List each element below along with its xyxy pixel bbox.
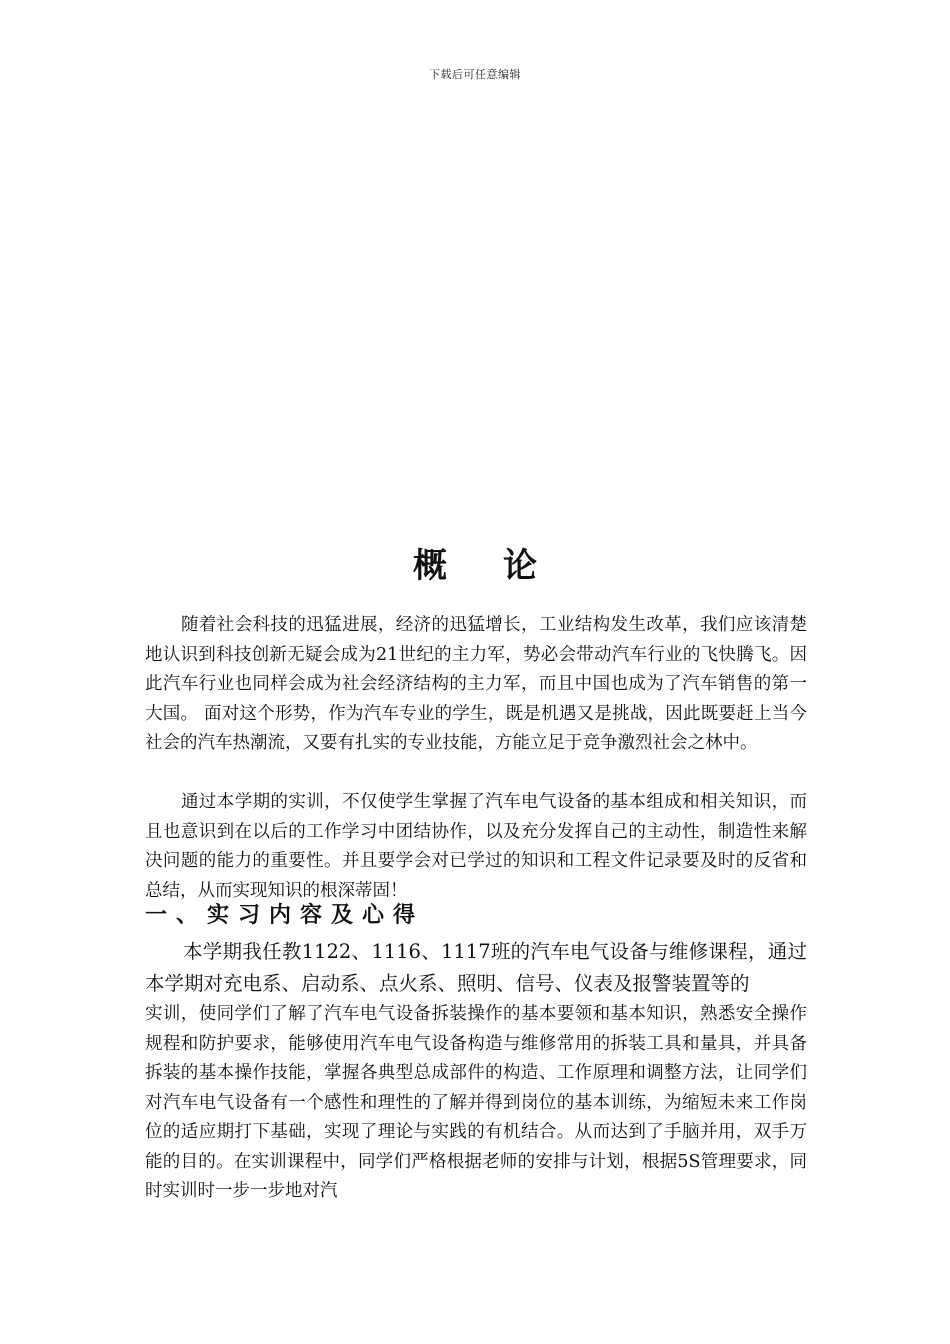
intro-paragraph-1-text: 随着社会科技的迅猛进展，经济的迅猛增长，工业结构发生改革，我们应该清楚地认识到科技创新无疑会成为21世纪的主力军，势必会带动汽车行业的飞快腾飞。因此汽车行业也同样会成为社会经济结构的主力军，而且中国也成为了汽车销售的第一大国。 面对这个形势，作为汽车专业的学生，既是机遇又是挑战，因此既要赶上当今社会的汽车热潮流，又要有扎实的专业技能，方能立足于竞争激烈社会之林中。 <box>145 615 807 753</box>
intro-paragraph-2 <box>145 788 807 906</box>
section-heading-1: 一、实习内容及心得 <box>145 902 425 928</box>
document-title: 概论 <box>413 546 593 586</box>
section-1-body-text: 实训，使同学们了解了汽车电气设备拆装操作的基本要领和基本知识，熟悉安全操作规程和防护要求，能够使用汽车电气设备构造与维修常用的拆装工具和量具，并具备拆装的基本操作技能，掌握各典型总成部件的构造、工作原理和调整方法，让同学们对汽车电气设备有一个感性和理性的了解并得到岗位的基本训练，为缩短未来工作岗位的适应期打下基础，实现了理论与实践的有机结合。从而达到了手脑并用，双手万能的目的。在实训课程中，同学们严格根据老师的安排与计划，根据5S管理要求，同时实训时一步一步地对汽 <box>145 1004 807 1201</box>
intro-paragraph-1 <box>145 611 807 759</box>
intro-paragraph-2-text: 通过本学期的实训，不仅使学生掌握了汽车电气设备的基本组成和相关知识，而且也意识到在以后的工作学习中团结协作，以及充分发挥自己的主动性，制造性来解决问题的能力的重要性。并且要学会对已学过的知识和工程文件记录要及时的反省和总结，从而实现知识的根深蒂固！ <box>145 792 807 901</box>
page-header-note: 下载后可任意编辑 <box>429 68 521 81</box>
section-1-paragraph <box>145 936 807 1207</box>
section-1-lead-text: 本学期我任教1122、1116、1117班的汽车电气设备与维修课程，通过本学期对充电系、启动系、点火系、照明、信号、仪表及报警装置等的 <box>145 940 807 995</box>
